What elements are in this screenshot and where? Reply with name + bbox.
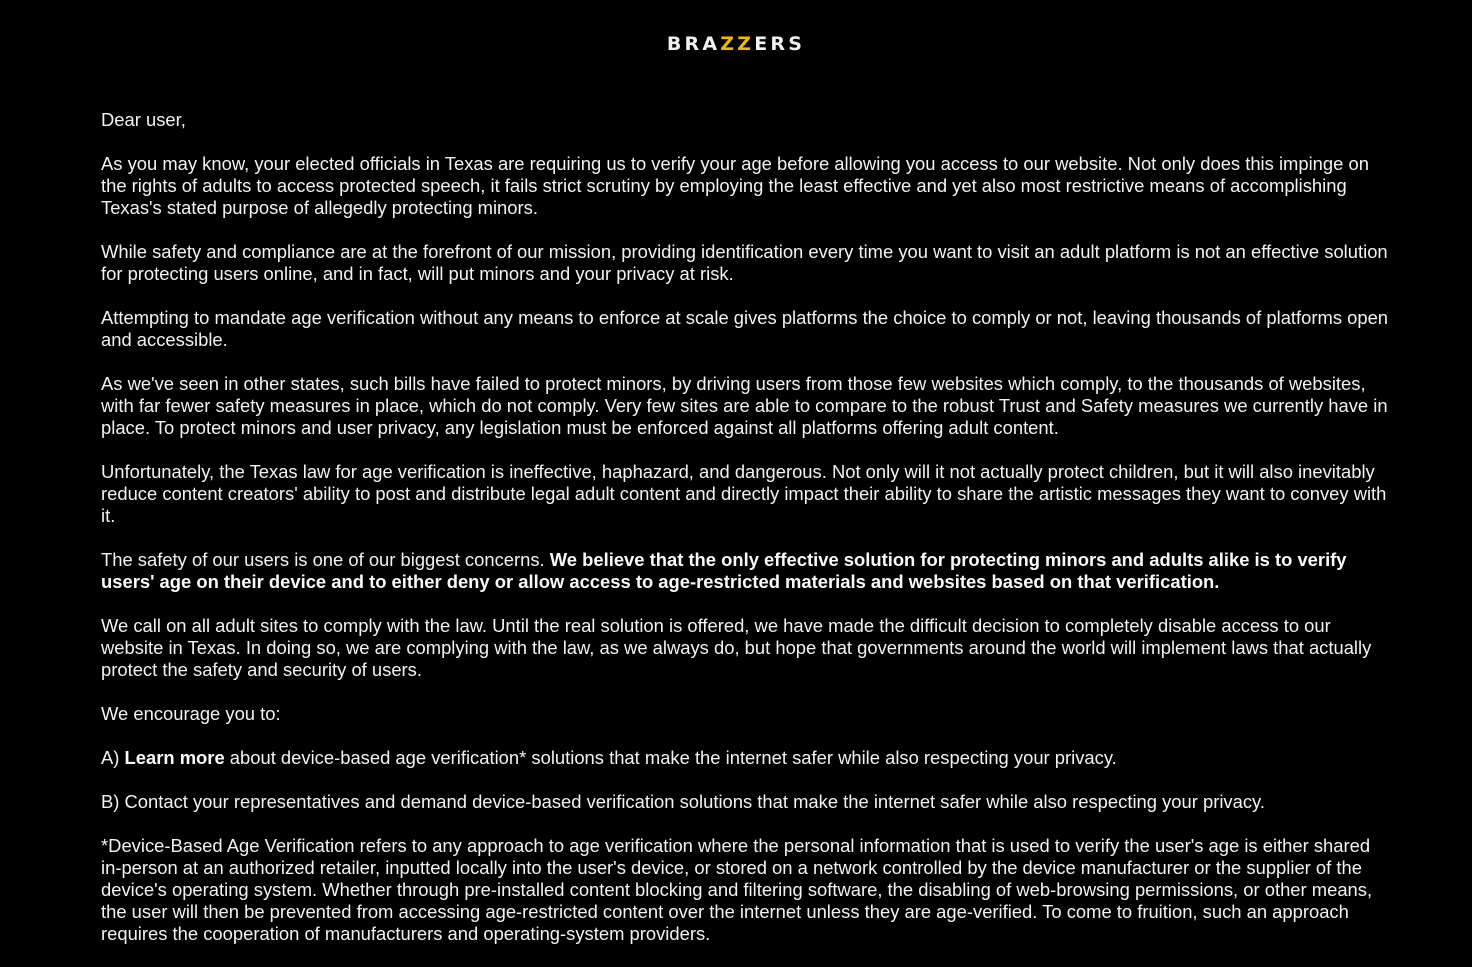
- list-item-a-prefix: A): [101, 747, 125, 768]
- list-item-a: [101, 747, 1391, 769]
- paragraph-encourage: We encourage you to:: [101, 703, 281, 724]
- paragraph-device-solution: [101, 549, 1391, 593]
- paragraph-device-solution-lead: The safety of our users is one of our biggest concerns.: [101, 549, 550, 570]
- greeting: Dear user,: [101, 109, 186, 130]
- paragraph-device-solution-bold: We believe that the only effective solution for protecting minors and adults alike is to verify users' age on their device and to either deny or allow access to age-restricted materials and websites based on that verification.: [101, 549, 1347, 592]
- logo-text-accent: ZZ: [720, 33, 755, 55]
- footnote: *Device-Based Age Verification refers to any approach to age verification where the personal information that is used to verify the user's age is either shared in-person at an authorized retailer, inputted locally into the user's device, or stored on a network controlled by the device manufacturer or the supplier of the device's operating system. Whether through pre-installed content blocking and filtering software, the disabling of web-browsing permissions, or other means, the user will then be prevented from accessing age-restricted content over the internet unless they are age-verified. To come to fruition, such an approach requires the cooperation of manufacturers and operating-system providers.: [101, 835, 1373, 944]
- letter-body: [101, 109, 1391, 967]
- logo-text-end: ERS: [754, 33, 806, 55]
- paragraph-texas-law: Unfortunately, the Texas law for age verification is ineffective, haphazard, and dangerous. Not only will it not actually protect children, but it will also inevitably reduce content creators' ability to post and distribute legal adult content and directly impact their ability to share the artistic messages they want to convey with it.: [101, 461, 1387, 526]
- brazzers-logo[interactable]: [0, 34, 1472, 54]
- list-item-b: B) Contact your representatives and demand device-based verification solutions that make the internet safer while also respecting your privacy.: [101, 791, 1265, 812]
- logo-text-start: BRA: [666, 33, 721, 55]
- paragraph-comply: We call on all adult sites to comply with the law. Until the real solution is offered, we have made the difficult decision to completely disable access to our website in Texas. In doing so, we are complying with the law, as we always do, but hope that governments around the world will implement laws that actually protect the safety and security of users.: [101, 615, 1372, 680]
- paragraph-safety-compliance: While safety and compliance are at the forefront of our mission, providing identification every time you want to visit an adult platform is not an effective solution for protecting users online, and in fact, will put minors and your privacy at risk.: [101, 241, 1388, 284]
- paragraph-other-states: As we've seen in other states, such bills have failed to protect minors, by driving users from those few websites which comply, to the thousands of websites, with far fewer safety measures in place, which do not comply. Very few sites are able to compare to the robust Trust and Safety measures we currently have in place. To protect minors and user privacy, any legislation must be enforced against all platforms offering adult content.: [101, 373, 1388, 438]
- list-item-a-text: about device-based age verification* solutions that make the internet safer while also respecting your privacy.: [224, 747, 1117, 768]
- learn-more-link[interactable]: Learn more: [124, 747, 225, 768]
- paragraph-enforcement: Attempting to mandate age verification without any means to enforce at scale gives platforms the choice to comply or not, leaving thousands of platforms open and accessible.: [101, 307, 1389, 350]
- paragraph-texas-requirement: As you may know, your elected officials in Texas are requiring us to verify your age before allowing you access to our website. Not only does this impinge on the rights of adults to access protected speech, it fails strict scrutiny by employing the least effective and yet also most restrictive means of accomplishing Texas's stated purpose of allegedly protecting minors.: [101, 153, 1369, 218]
